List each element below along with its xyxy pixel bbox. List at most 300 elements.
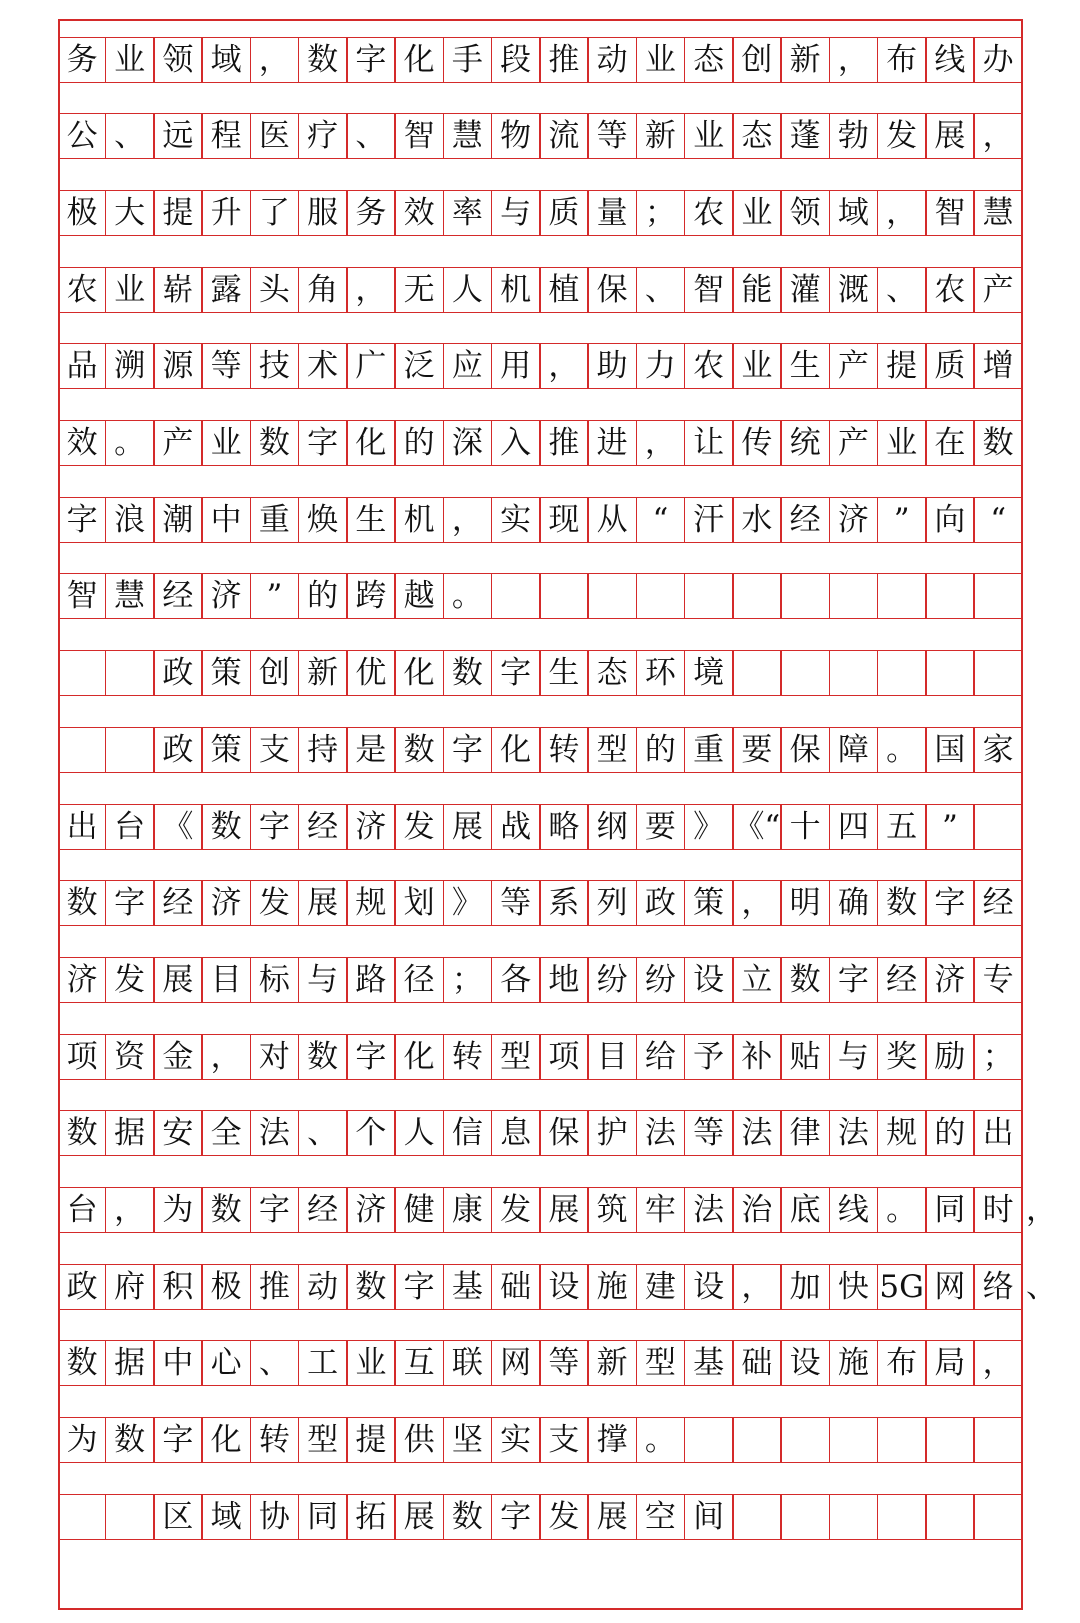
grid-cell: 法 — [732, 1110, 782, 1156]
grid-cell: 项 — [539, 1034, 589, 1080]
grid-cell: 经 — [780, 497, 830, 543]
grid-row — [58, 880, 1023, 926]
grid-cell: 。 — [877, 1187, 927, 1233]
grid-cell: 施 — [587, 1264, 637, 1310]
grid-cell: 提 — [877, 343, 927, 389]
grid-cell — [829, 573, 879, 619]
grid-cell: ， — [539, 343, 589, 389]
grid-cell: 国 — [925, 727, 975, 773]
grid-cell — [58, 650, 106, 696]
grid-cell: 》 — [684, 804, 734, 850]
grid-cell: 等 — [684, 1110, 734, 1156]
grid-cell: 等 — [587, 113, 637, 159]
grid-cell: 慧 — [973, 190, 1023, 236]
grid-cell: 筑 — [587, 1187, 637, 1233]
grid-cell: “ — [636, 497, 686, 543]
grid-cell: 助 — [587, 343, 637, 389]
grid-cell: 在 — [925, 420, 975, 466]
grid-cell: 效 — [394, 190, 444, 236]
grid-cell: 公 — [58, 113, 106, 159]
grid-cell: 展 — [394, 1494, 444, 1540]
grid-cell: 战 — [491, 804, 541, 850]
grid-cell — [925, 1417, 975, 1463]
grid-cell: 联 — [443, 1340, 493, 1386]
grid-cell: 标 — [250, 957, 300, 1003]
grid-cell: 数 — [250, 420, 300, 466]
grid-cell: 设 — [780, 1340, 830, 1386]
grid-cell: 经 — [153, 880, 203, 926]
grid-cell: 施 — [829, 1340, 879, 1386]
grid-row — [58, 190, 1023, 236]
grid-cell: 。 — [636, 1417, 686, 1463]
grid-cell: 济 — [201, 880, 251, 926]
grid-cell: 、 — [105, 113, 155, 159]
grid-cell: 展 — [925, 113, 975, 159]
grid-cell: 发 — [491, 1187, 541, 1233]
grid-cell: 确 — [829, 880, 879, 926]
grid-cell: 农 — [58, 267, 106, 313]
grid-cell: 等 — [201, 343, 251, 389]
grid-cell: ” — [877, 497, 927, 543]
grid-cell: 家 — [973, 727, 1023, 773]
grid-cell: 深 — [443, 420, 493, 466]
grid-cell: 、 — [298, 1110, 348, 1156]
grid-cell: 各 — [491, 957, 541, 1003]
grid-cell: 了 — [250, 190, 300, 236]
grid-cell: 重 — [684, 727, 734, 773]
grid-cell: 四 — [829, 804, 879, 850]
grid-cell: 智 — [925, 190, 975, 236]
grid-cell: 法 — [829, 1110, 879, 1156]
grid-cell: 为 — [153, 1187, 203, 1233]
grid-cell: ， — [346, 267, 396, 313]
grid-cell: ； — [443, 957, 493, 1003]
grid-cell: 办 — [973, 37, 1023, 83]
grid-cell: 要 — [732, 727, 782, 773]
grid-cell: 现 — [539, 497, 589, 543]
grid-cell: 效 — [58, 420, 106, 466]
grid-cell: 工 — [298, 1340, 348, 1386]
grid-cell: 数 — [298, 37, 348, 83]
grid-row — [58, 1187, 1023, 1233]
grid-cell: 障 — [829, 727, 879, 773]
grid-cell: 人 — [394, 1110, 444, 1156]
grid-cell — [684, 573, 734, 619]
grid-cell: 中 — [153, 1340, 203, 1386]
grid-cell: 5G — [877, 1264, 927, 1310]
grid-cell — [539, 573, 589, 619]
grid-cell: 、 — [636, 267, 686, 313]
grid-cell: 农 — [684, 343, 734, 389]
grid-cell: 金 — [153, 1034, 203, 1080]
grid-cell: 时 — [973, 1187, 1023, 1233]
grid-cell: 业 — [346, 1340, 396, 1386]
grid-row — [58, 573, 1023, 619]
grid-cell: 智 — [58, 573, 106, 619]
grid-cell — [780, 650, 830, 696]
grid-cell: 发 — [105, 957, 155, 1003]
grid-cell: ， — [443, 497, 493, 543]
grid-cell: 供 — [394, 1417, 444, 1463]
grid-cell — [684, 1417, 734, 1463]
grid-cell: 拓 — [346, 1494, 396, 1540]
grid-cell: 坚 — [443, 1417, 493, 1463]
grid-cell: 规 — [877, 1110, 927, 1156]
grid-cell: 让 — [684, 420, 734, 466]
grid-cell: 网 — [925, 1264, 975, 1310]
grid-cell: 慧 — [105, 573, 155, 619]
grid-cell: 经 — [877, 957, 927, 1003]
grid-cell: 无 — [394, 267, 444, 313]
margin-punctuation: ， — [1026, 1192, 1057, 1228]
grid-cell: 数 — [58, 1110, 106, 1156]
grid-cell: 支 — [539, 1417, 589, 1463]
grid-cell: 数 — [443, 1494, 493, 1540]
grid-cell: 蓬 — [780, 113, 830, 159]
grid-cell: 字 — [250, 1187, 300, 1233]
grid-cell: 智 — [684, 267, 734, 313]
grid-cell: 远 — [153, 113, 203, 159]
grid-cell: 实 — [491, 1417, 541, 1463]
grid-cell: 径 — [394, 957, 444, 1003]
grid-cell: 型 — [491, 1034, 541, 1080]
grid-cell: 技 — [250, 343, 300, 389]
grid-cell: 字 — [58, 497, 106, 543]
grid-cell: 发 — [877, 113, 927, 159]
grid-cell — [732, 650, 782, 696]
grid-cell: 要 — [636, 804, 686, 850]
grid-row — [58, 37, 1023, 83]
grid-cell: 基 — [684, 1340, 734, 1386]
grid-cell: 人 — [443, 267, 493, 313]
grid-cell: 极 — [58, 190, 106, 236]
grid-cell: 农 — [684, 190, 734, 236]
grid-cell: 型 — [298, 1417, 348, 1463]
grid-cell: 息 — [491, 1110, 541, 1156]
grid-cell: 务 — [58, 37, 106, 83]
grid-cell: 业 — [732, 343, 782, 389]
grid-cell: 。 — [443, 573, 493, 619]
grid-cell: 字 — [394, 1264, 444, 1310]
grid-cell: 灌 — [780, 267, 830, 313]
grid-cell: 的 — [394, 420, 444, 466]
grid-cell: 字 — [153, 1417, 203, 1463]
grid-cell: 字 — [346, 1034, 396, 1080]
grid-cell: 字 — [105, 880, 155, 926]
grid-cell: 数 — [394, 727, 444, 773]
grid-cell: 《 — [153, 804, 203, 850]
grid-cell: 政 — [153, 650, 203, 696]
grid-cell: 纷 — [587, 957, 637, 1003]
grid-cell: 新 — [636, 113, 686, 159]
grid-cell: 展 — [443, 804, 493, 850]
grid-cell: 。 — [877, 727, 927, 773]
grid-cell: 服 — [298, 190, 348, 236]
grid-cell: 境 — [684, 650, 734, 696]
grid-cell: 律 — [780, 1110, 830, 1156]
grid-cell: 健 — [394, 1187, 444, 1233]
grid-cell: 数 — [877, 880, 927, 926]
grid-cell: 泛 — [394, 343, 444, 389]
grid-cell: 列 — [587, 880, 637, 926]
grid-cell — [925, 573, 975, 619]
grid-cell: 空 — [636, 1494, 686, 1540]
grid-cell: 给 — [636, 1034, 686, 1080]
grid-cell — [925, 1494, 975, 1540]
grid-cell: 济 — [829, 497, 879, 543]
grid-cell: 、 — [250, 1340, 300, 1386]
grid-cell: 地 — [539, 957, 589, 1003]
grid-row — [58, 1417, 1023, 1463]
grid-cell: 础 — [491, 1264, 541, 1310]
grid-cell: 域 — [201, 37, 251, 83]
grid-cell — [829, 1417, 879, 1463]
grid-cell: 推 — [250, 1264, 300, 1310]
grid-cell: 越 — [394, 573, 444, 619]
grid-cell: 区 — [153, 1494, 203, 1540]
grid-cell: 保 — [539, 1110, 589, 1156]
grid-row — [58, 343, 1023, 389]
grid-cell — [973, 650, 1023, 696]
grid-cell: 予 — [684, 1034, 734, 1080]
grid-cell: 型 — [587, 727, 637, 773]
grid-cell: ， — [877, 190, 927, 236]
grid-cell: 品 — [58, 343, 106, 389]
grid-cell: 字 — [925, 880, 975, 926]
grid-cell — [780, 1494, 830, 1540]
grid-row — [58, 804, 1023, 850]
grid-cell: 源 — [153, 343, 203, 389]
grid-cell: 展 — [587, 1494, 637, 1540]
grid-cell: 流 — [539, 113, 589, 159]
grid-cell: 略 — [539, 804, 589, 850]
grid-cell: ， — [105, 1187, 155, 1233]
grid-cell: 纲 — [587, 804, 637, 850]
grid-cell: 字 — [829, 957, 879, 1003]
grid-cell: 物 — [491, 113, 541, 159]
grid-cell: 态 — [587, 650, 637, 696]
grid-cell: 济 — [346, 1187, 396, 1233]
grid-cell: 济 — [201, 573, 251, 619]
grid-cell: 补 — [732, 1034, 782, 1080]
grid-cell: 支 — [250, 727, 300, 773]
grid-row — [58, 420, 1023, 466]
grid-cell: 量 — [587, 190, 637, 236]
grid-cell: 《“ — [732, 804, 782, 850]
grid-cell: 策 — [684, 880, 734, 926]
grid-cell: 跨 — [346, 573, 396, 619]
grid-cell: 个 — [346, 1110, 396, 1156]
grid-cell: 经 — [298, 1187, 348, 1233]
grid-cell — [732, 1417, 782, 1463]
grid-cell — [973, 1494, 1023, 1540]
grid-cell: 实 — [491, 497, 541, 543]
grid-cell: 手 — [443, 37, 493, 83]
grid-cell: 安 — [153, 1110, 203, 1156]
grid-cell: 康 — [443, 1187, 493, 1233]
grid-cell: 质 — [539, 190, 589, 236]
grid-cell — [491, 573, 541, 619]
grid-cell: 入 — [491, 420, 541, 466]
grid-cell: 增 — [973, 343, 1023, 389]
grid-cell: 奖 — [877, 1034, 927, 1080]
grid-cell: 线 — [829, 1187, 879, 1233]
grid-cell: 升 — [201, 190, 251, 236]
grid-cell: 术 — [298, 343, 348, 389]
grid-cell: 同 — [925, 1187, 975, 1233]
grid-cell — [780, 1417, 830, 1463]
grid-cell: 数 — [201, 804, 251, 850]
grid-row — [58, 1110, 1023, 1156]
grid-cell — [587, 573, 637, 619]
grid-cell: 医 — [250, 113, 300, 159]
grid-cell: 能 — [732, 267, 782, 313]
grid-cell: 展 — [539, 1187, 589, 1233]
grid-cell: 环 — [636, 650, 686, 696]
grid-cell: 潮 — [153, 497, 203, 543]
grid-cell: 崭 — [153, 267, 203, 313]
grid-row — [58, 650, 1023, 696]
grid-cell: 头 — [250, 267, 300, 313]
grid-cell: 据 — [105, 1110, 155, 1156]
grid-cell: ， — [973, 1340, 1023, 1386]
grid-cell: 规 — [346, 880, 396, 926]
grid-cell: 发 — [539, 1494, 589, 1540]
grid-cell: 保 — [587, 267, 637, 313]
grid-cell: 线 — [925, 37, 975, 83]
grid-cell: 明 — [780, 880, 830, 926]
grid-cell: 、 — [346, 113, 396, 159]
grid-cell: 资 — [105, 1034, 155, 1080]
grid-cell: 信 — [443, 1110, 493, 1156]
grid-cell: 目 — [587, 1034, 637, 1080]
grid-cell: 策 — [201, 650, 251, 696]
grid-cell: 系 — [539, 880, 589, 926]
grid-cell: 传 — [732, 420, 782, 466]
grid-cell: 数 — [58, 1340, 106, 1386]
grid-cell: ， — [201, 1034, 251, 1080]
grid-cell: 目 — [201, 957, 251, 1003]
grid-cell: 焕 — [298, 497, 348, 543]
grid-cell: 机 — [491, 267, 541, 313]
grid-cell: 基 — [443, 1264, 493, 1310]
grid-cell — [877, 1417, 927, 1463]
grid-cell — [732, 1494, 782, 1540]
grid-cell: 务 — [346, 190, 396, 236]
grid-cell: 极 — [201, 1264, 251, 1310]
grid-cell: 植 — [539, 267, 589, 313]
grid-cell: 布 — [877, 37, 927, 83]
grid-cell: 是 — [346, 727, 396, 773]
grid-cell: 持 — [298, 727, 348, 773]
grid-cell: 态 — [732, 113, 782, 159]
margin-punctuation: 、 — [1026, 1269, 1057, 1305]
grid-cell: 智 — [394, 113, 444, 159]
grid-cell: 业 — [732, 190, 782, 236]
grid-cell — [877, 650, 927, 696]
grid-cell: 与 — [829, 1034, 879, 1080]
grid-cell: 生 — [539, 650, 589, 696]
grid-cell: 数 — [105, 1417, 155, 1463]
grid-cell: 字 — [346, 37, 396, 83]
grid-cell — [58, 1494, 106, 1540]
grid-cell: 发 — [394, 804, 444, 850]
grid-cell: ， — [636, 420, 686, 466]
grid-cell: 新 — [298, 650, 348, 696]
grid-cell — [829, 1494, 879, 1540]
grid-cell: 力 — [636, 343, 686, 389]
grid-cell: 设 — [684, 957, 734, 1003]
grid-cell — [925, 650, 975, 696]
grid-cell: 应 — [443, 343, 493, 389]
grid-cell: 络 — [973, 1264, 1023, 1310]
grid-cell: 推 — [539, 37, 589, 83]
grid-cell: 法 — [636, 1110, 686, 1156]
grid-cell: 化 — [491, 727, 541, 773]
grid-cell: 网 — [491, 1340, 541, 1386]
grid-cell: 经 — [298, 804, 348, 850]
grid-row — [58, 957, 1023, 1003]
grid-cell: 贴 — [780, 1034, 830, 1080]
grid-cell: 统 — [780, 420, 830, 466]
grid-cell: 勃 — [829, 113, 879, 159]
grid-cell: 提 — [346, 1417, 396, 1463]
grid-cell: 域 — [829, 190, 879, 236]
grid-cell: 路 — [346, 957, 396, 1003]
grid-cell: 转 — [443, 1034, 493, 1080]
grid-cell: 转 — [250, 1417, 300, 1463]
grid-cell: 同 — [298, 1494, 348, 1540]
grid-cell: 推 — [539, 420, 589, 466]
grid-cell: 领 — [780, 190, 830, 236]
grid-cell: 重 — [250, 497, 300, 543]
grid-cell: ； — [973, 1034, 1023, 1080]
grid-cell — [636, 573, 686, 619]
grid-cell: 域 — [201, 1494, 251, 1540]
grid-row — [58, 1264, 1023, 1310]
grid-cell: 与 — [298, 957, 348, 1003]
grid-cell: 产 — [153, 420, 203, 466]
grid-cell: 质 — [925, 343, 975, 389]
grid-cell: 治 — [732, 1187, 782, 1233]
grid-cell: 对 — [250, 1034, 300, 1080]
grid-cell: ， — [250, 37, 300, 83]
grid-cell: 字 — [491, 650, 541, 696]
grid-cell: 积 — [153, 1264, 203, 1310]
grid-cell: 、 — [877, 267, 927, 313]
grid-cell: 撑 — [587, 1417, 637, 1463]
grid-cell — [973, 1417, 1023, 1463]
grid-cell: 发 — [250, 880, 300, 926]
grid-cell: 进 — [587, 420, 637, 466]
grid-cell: 创 — [732, 37, 782, 83]
grid-cell: 的 — [298, 573, 348, 619]
grid-cell: 业 — [105, 37, 155, 83]
grid-cell — [58, 727, 106, 773]
grid-cell: 立 — [732, 957, 782, 1003]
grid-cell: 化 — [346, 420, 396, 466]
grid-cell: 政 — [153, 727, 203, 773]
grid-cell — [105, 650, 155, 696]
grid-cell: 中 — [201, 497, 251, 543]
grid-cell: 慧 — [443, 113, 493, 159]
grid-cell: 从 — [587, 497, 637, 543]
grid-cell: 等 — [539, 1340, 589, 1386]
grid-cell: 据 — [105, 1340, 155, 1386]
grid-cell: 用 — [491, 343, 541, 389]
grid-cell: 牢 — [636, 1187, 686, 1233]
grid-cell: 创 — [250, 650, 300, 696]
